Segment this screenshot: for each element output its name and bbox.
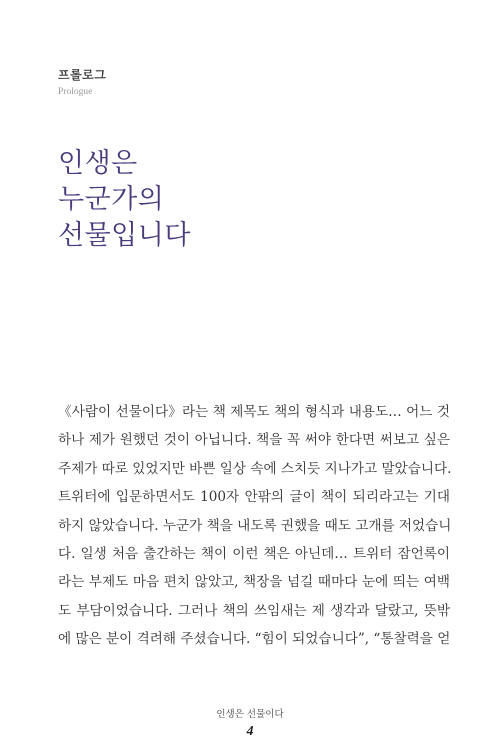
section-subtitle: Prologue <box>58 87 93 97</box>
body-line: 도 부담이었습니다. 그러나 책의 쓰임새는 제 생각과 달랐고, 뜻밖 <box>58 602 450 619</box>
body-line: 주제가 따로 있었지만 바쁜 일상 속에 스치듯 지나가고 말았습니다. <box>58 460 452 477</box>
body-line: 《사람이 선물이다》라는 책 제목도 책의 형식과 내용도… 어느 것 <box>58 404 450 420</box>
body-line: 트위터에 입문하면서도 100자 안팎의 글이 책이 되리라고는 기대 <box>58 489 450 506</box>
body-line: 다. 일생 처음 출간하는 책이 이런 책은 아닌데… 트위터 잠언록이 <box>58 546 450 563</box>
section-label: 프롤로그 <box>58 68 107 82</box>
chapter-title <box>58 146 191 254</box>
body-line: 에 많은 분이 격려해 주셨습니다. “힘이 되었습니다”, “통찰력을 얻 <box>58 631 451 648</box>
title-line: 인생은 <box>58 148 138 179</box>
title-line: 누군가의 <box>58 184 165 215</box>
body-line: 하지 않았습니다. 누군가 책을 내도록 권했을 때도 고개를 저었습니 <box>58 517 452 534</box>
body-line: 라는 부제도 마음 편치 않았고, 책장을 넘길 때마다 눈에 띄는 여백 <box>58 574 450 591</box>
title-line: 선물입니다 <box>58 220 191 251</box>
body-line: 하나 제가 원했던 것이 아닙니다. 책을 꼭 써야 한다면 써보고 싶은 <box>58 432 450 449</box>
running-footer-title: 인생은 선물이다 <box>216 709 284 720</box>
body-paragraph <box>58 398 450 654</box>
page-number: 4 <box>246 724 254 739</box>
